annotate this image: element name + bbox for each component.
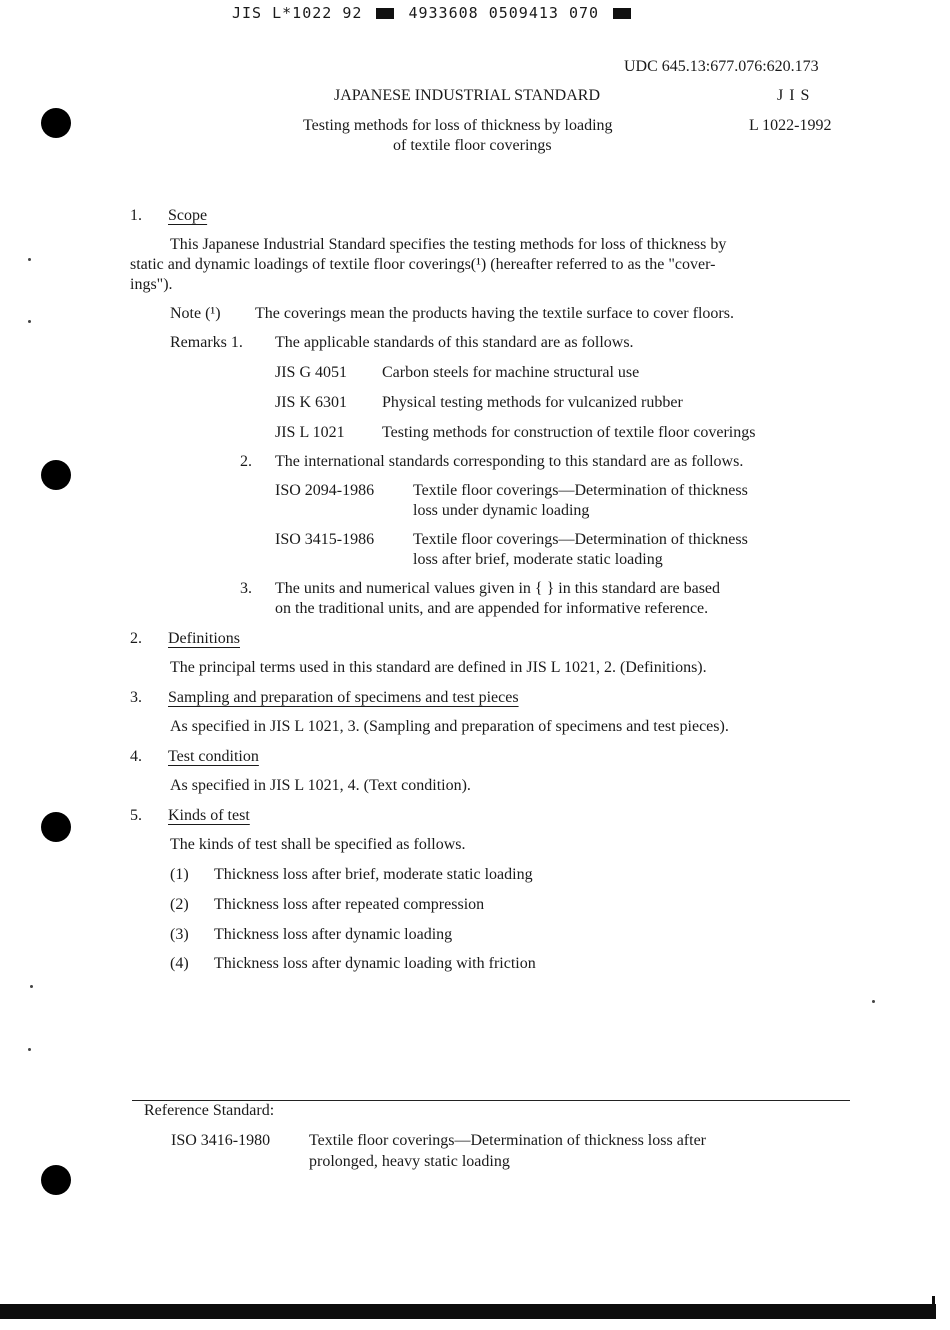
- standard-code: JIS G 4051: [275, 364, 348, 381]
- remark-text: The applicable standards of this standard are as follows.: [275, 334, 634, 351]
- scope-paragraph-line: This Japanese Industrial Standard specifies the testing methods for loss of thickness by: [170, 236, 727, 253]
- punch-hole: [41, 1165, 71, 1195]
- list-item-number: (2): [170, 896, 189, 913]
- remark-number: 2.: [240, 453, 252, 470]
- section-text: As specified in JIS L 1021, 3. (Sampling and preparation of specimens and test pieces).: [170, 718, 729, 735]
- reference-code: ISO 3416-1980: [171, 1132, 271, 1149]
- scan-speck: [28, 258, 31, 261]
- udc-number: UDC 645.13:677.076:620.173: [624, 58, 819, 75]
- reference-title-line: Textile floor coverings—Determination of thickness loss after: [309, 1132, 706, 1149]
- section-text: As specified in JIS L 1021, 4. (Text condition).: [170, 777, 471, 794]
- section-number: 2.: [130, 630, 142, 647]
- scope-paragraph-line: static and dynamic loadings of textile floor coverings(¹) (hereafter referred to as the "cover-: [130, 256, 716, 273]
- standard-title: Testing methods for construction of textile floor coverings: [382, 424, 756, 441]
- list-item-number: (3): [170, 926, 189, 943]
- list-item-text: Thickness loss after repeated compression: [214, 896, 485, 913]
- standard-code: JIS K 6301: [275, 394, 348, 411]
- scan-speck: [30, 985, 33, 988]
- iso-title-line: loss under dynamic loading: [413, 502, 590, 519]
- document-title-line2: of textile floor coverings: [393, 137, 552, 154]
- note-label: Note (¹): [170, 305, 221, 322]
- section-text: The principal terms used in this standard are defined in JIS L 1021, 2. (Definitions).: [170, 659, 707, 676]
- section-number: 5.: [130, 807, 142, 824]
- document-number: L 1022-1992: [749, 117, 832, 134]
- section-heading-test-condition: Test condition: [168, 748, 259, 765]
- list-item-text: Thickness loss after dynamic loading: [214, 926, 453, 943]
- remark-text: on the traditional units, and are appended for informative reference.: [275, 600, 709, 617]
- scan-bottom-bar-edge: [932, 1296, 935, 1319]
- scan-number: 4933608 0509413 070: [408, 4, 600, 22]
- punch-hole: [41, 460, 71, 490]
- section-text: The kinds of test shall be specified as follows.: [170, 836, 466, 853]
- iso-title-line: loss after brief, moderate static loading: [413, 551, 663, 568]
- standard-title: Carbon steels for machine structural use: [382, 364, 640, 381]
- scan-speck: [28, 320, 31, 323]
- scope-paragraph-line: ings").: [130, 276, 173, 293]
- document-title-line1: Testing methods for loss of thickness by loading: [303, 117, 613, 134]
- reference-label: Reference Standard:: [144, 1102, 275, 1119]
- remark-text: The international standards corresponding to this standard are as follows.: [275, 453, 744, 470]
- punch-hole: [41, 812, 71, 842]
- iso-title-line: Textile floor coverings—Determination of thickness: [413, 531, 748, 548]
- section-heading-definitions: Definitions: [168, 630, 240, 647]
- list-item-number: (1): [170, 866, 189, 883]
- section-number: 1.: [130, 207, 142, 224]
- iso-title-line: Textile floor coverings—Determination of thickness: [413, 482, 748, 499]
- standard-code: JIS L 1021: [275, 424, 345, 441]
- standard-title: Physical testing methods for vulcanized rubber: [382, 394, 683, 411]
- standard-title: JAPANESE INDUSTRIAL STANDARD: [334, 87, 600, 104]
- remark-text: The units and numerical values given in { } in this standard are based: [275, 580, 721, 597]
- note-text: The coverings mean the products having the textile surface to cover floors.: [255, 305, 734, 322]
- scan-bottom-bar: [0, 1304, 936, 1319]
- remark-number: 3.: [240, 580, 252, 597]
- punch-hole: [41, 108, 71, 138]
- scan-block-mark: [376, 8, 394, 19]
- remarks-label: Remarks 1.: [170, 334, 243, 351]
- scan-block-mark: [613, 8, 631, 19]
- section-heading-kinds-of-test: Kinds of test: [168, 807, 250, 824]
- scan-speck: [28, 1048, 31, 1051]
- reference-title-line: prolonged, heavy static loading: [309, 1153, 510, 1170]
- list-item-number: (4): [170, 955, 189, 972]
- scan-code: JIS L*1022 92: [232, 4, 363, 22]
- scan-speck: [872, 1000, 875, 1003]
- section-heading-scope: Scope: [168, 207, 208, 224]
- list-item-text: Thickness loss after dynamic loading with friction: [214, 955, 536, 972]
- iso-code: ISO 3415-1986: [275, 531, 375, 548]
- section-number: 4.: [130, 748, 142, 765]
- scan-header: [232, 4, 635, 22]
- section-heading-sampling: Sampling and preparation of specimens and test pieces: [168, 689, 519, 706]
- list-item-text: Thickness loss after brief, moderate static loading: [214, 866, 533, 883]
- reference-divider: [132, 1100, 850, 1101]
- iso-code: ISO 2094-1986: [275, 482, 375, 499]
- section-number: 3.: [130, 689, 142, 706]
- jis-mark: J I S: [777, 87, 811, 104]
